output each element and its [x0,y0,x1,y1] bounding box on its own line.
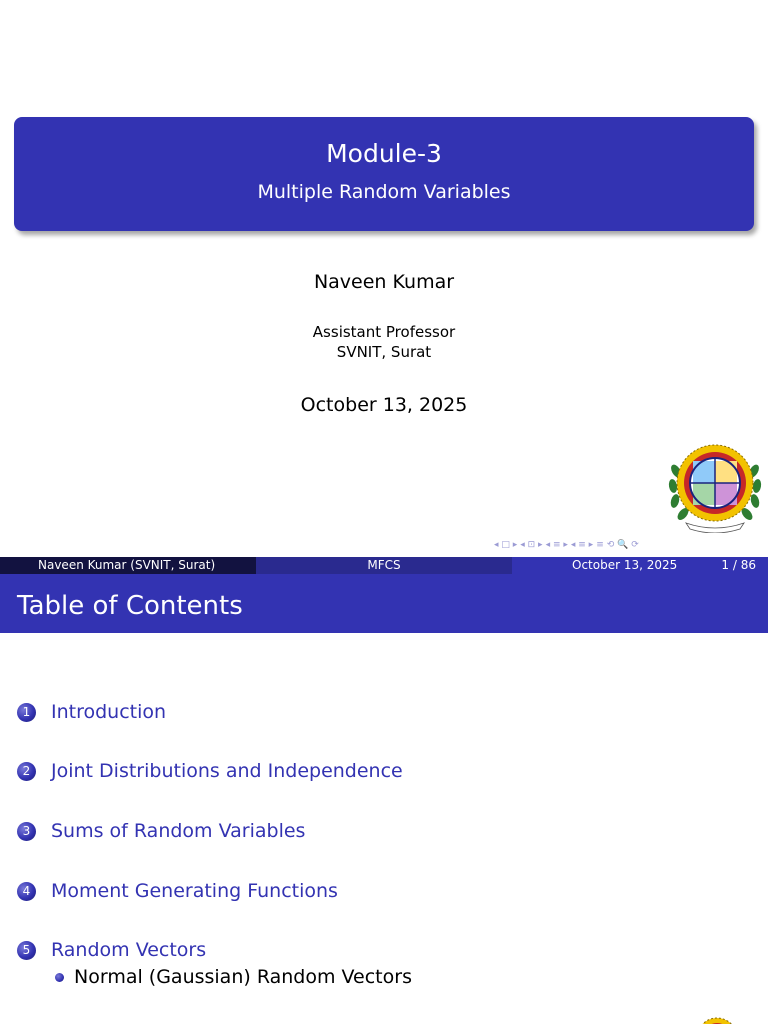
nav-search-icon[interactable]: ⟲ 🔍 ⟳ [606,540,639,550]
institute-line-1: Assistant Professor [312,323,456,341]
nav-frame-prev-icon[interactable]: ◂ □ ▸ [494,540,518,550]
frame-title: Table of Contents [17,591,243,621]
footer-date-section [512,557,768,574]
toc-item-label[interactable]: Random Vectors [51,939,207,961]
toc-item-label[interactable]: Introduction [51,701,167,723]
author-name: Naveen Kumar [313,271,455,293]
toc-number-badge: 2 [17,762,36,781]
frame-title-bar [0,574,768,633]
nav-subsection-icon[interactable]: ◂ ≡ ▸ [545,540,568,550]
institute [0,322,768,362]
nav-section-icon[interactable]: ◂ ≡ ▸ [570,540,594,550]
toc-item-sums[interactable] [17,820,305,842]
toc-slide [0,574,768,1024]
institute-seal-icon [666,441,764,533]
toc-item-mgf[interactable] [17,880,338,902]
toc-subitem-gaussian-vectors[interactable] [55,966,412,988]
title-block [14,117,754,231]
footer-short-title: MFCS [367,558,401,572]
toc-item-label[interactable]: Joint Distributions and Independence [51,760,403,782]
toc-item-joint-distributions[interactable] [17,760,403,782]
footer-date: October 13, 2025 [572,558,678,572]
toc-item-random-vectors[interactable] [17,939,206,961]
institute-line-2: SVNIT, Surat [336,343,432,361]
presentation-date: October 13, 2025 [300,394,468,416]
toc-item-introduction[interactable] [17,701,166,723]
footer-page-number: 1 / 86 [721,558,756,572]
slide-footer [0,557,768,574]
toc-number-badge: 5 [17,941,36,960]
presentation-subtitle: Multiple Random Variables [257,181,511,203]
footer-author-section [0,557,256,574]
nav-frame-icon[interactable]: ◂ ⊡ ▸ [520,540,543,550]
nav-appendix-icon[interactable]: ≡ [596,540,604,550]
footer-author: Naveen Kumar (SVNIT, Surat) [38,558,216,572]
presentation-title: Module-3 [326,139,442,168]
toc-number-badge: 4 [17,882,36,901]
toc-item-label[interactable]: Moment Generating Functions [51,880,338,902]
toc-number-badge: 1 [17,703,36,722]
footer-title-section [256,557,512,574]
beamer-navigation [494,539,639,551]
toc-item-label[interactable]: Sums of Random Variables [51,820,306,842]
institute-seal-icon [692,1016,742,1024]
toc-number-badge: 3 [17,822,36,841]
bullet-icon [55,973,64,982]
toc-subitem-label[interactable]: Normal (Gaussian) Random Vectors [74,966,412,988]
